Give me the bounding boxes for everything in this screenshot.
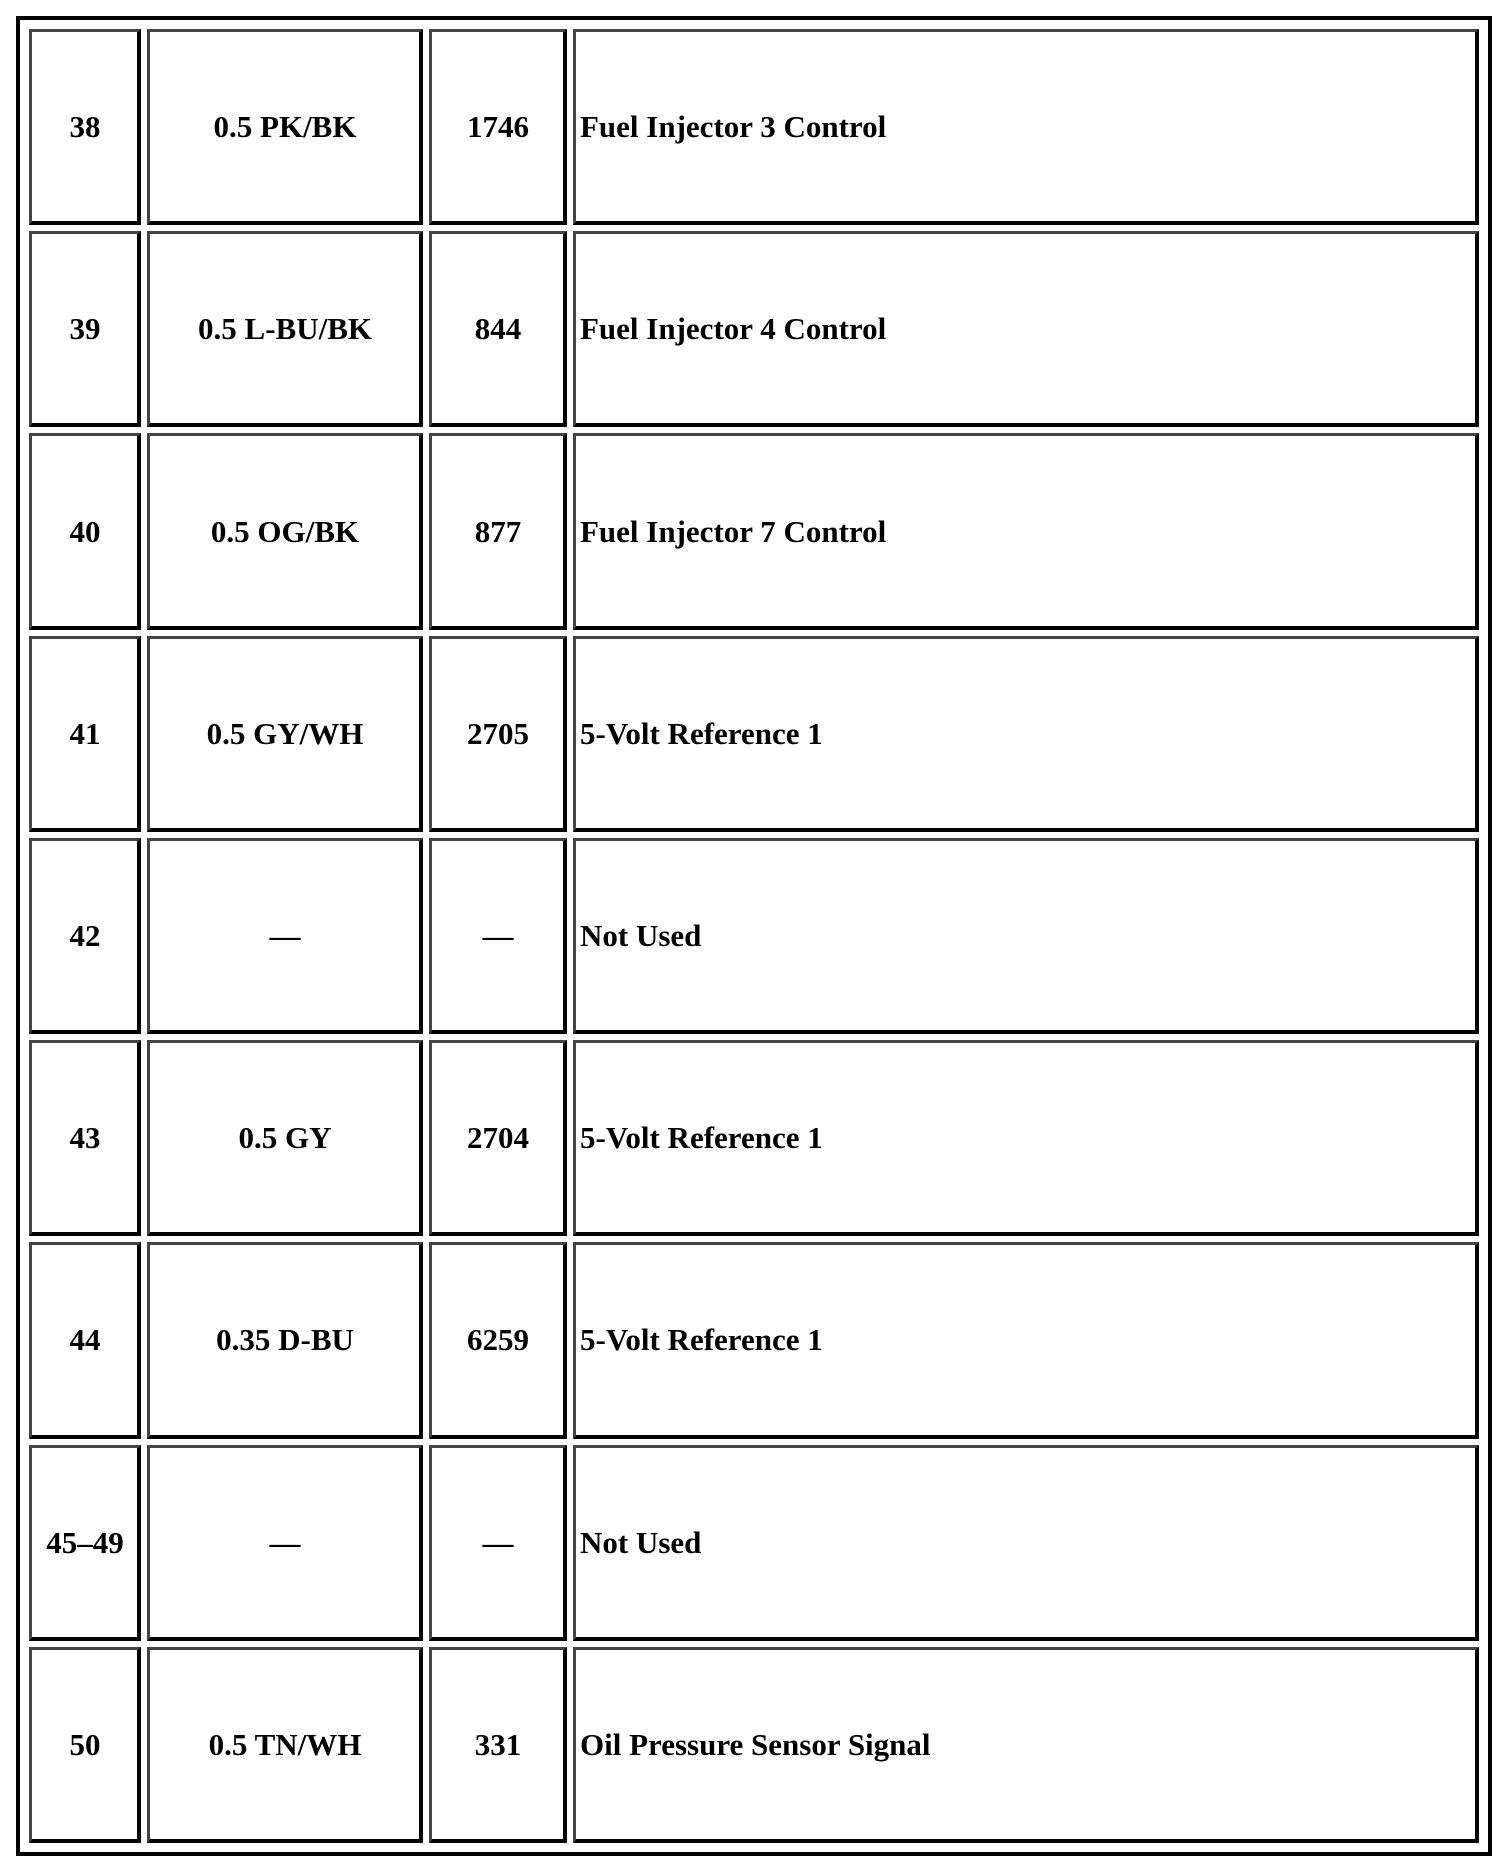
table-row bbox=[29, 636, 1479, 832]
pin-cell: 41 bbox=[29, 636, 141, 832]
wire-cell: 0.5 GY/WH bbox=[147, 636, 423, 832]
table-row bbox=[29, 1040, 1479, 1236]
pinout-table bbox=[23, 23, 1485, 1849]
table-row bbox=[29, 433, 1479, 629]
wire-cell: 0.5 PK/BK bbox=[147, 29, 423, 225]
circuit-cell: 2705 bbox=[429, 636, 567, 832]
pinout-table-frame bbox=[16, 16, 1492, 1856]
table-row bbox=[29, 1647, 1479, 1843]
function-cell: Oil Pressure Sensor Signal bbox=[573, 1647, 1479, 1843]
circuit-cell: 844 bbox=[429, 231, 567, 427]
function-cell: 5-Volt Reference 1 bbox=[573, 1242, 1479, 1438]
circuit-cell: 1746 bbox=[429, 29, 567, 225]
pin-cell: 38 bbox=[29, 29, 141, 225]
wire-cell: — bbox=[147, 838, 423, 1034]
function-cell: Not Used bbox=[573, 1445, 1479, 1641]
pin-cell: 43 bbox=[29, 1040, 141, 1236]
circuit-cell: 2704 bbox=[429, 1040, 567, 1236]
function-cell: Fuel Injector 7 Control bbox=[573, 433, 1479, 629]
pin-cell: 39 bbox=[29, 231, 141, 427]
function-cell: 5-Volt Reference 1 bbox=[573, 1040, 1479, 1236]
function-cell: 5-Volt Reference 1 bbox=[573, 636, 1479, 832]
circuit-cell: 331 bbox=[429, 1647, 567, 1843]
pin-cell: 44 bbox=[29, 1242, 141, 1438]
table-row bbox=[29, 231, 1479, 427]
pin-cell: 45–49 bbox=[29, 1445, 141, 1641]
circuit-cell: 6259 bbox=[429, 1242, 567, 1438]
wire-cell: 0.35 D-BU bbox=[147, 1242, 423, 1438]
pin-cell: 42 bbox=[29, 838, 141, 1034]
circuit-cell: — bbox=[429, 838, 567, 1034]
function-cell: Not Used bbox=[573, 838, 1479, 1034]
wire-cell: 0.5 GY bbox=[147, 1040, 423, 1236]
table-row bbox=[29, 1242, 1479, 1438]
table-row bbox=[29, 1445, 1479, 1641]
circuit-cell: — bbox=[429, 1445, 567, 1641]
wire-cell: 0.5 TN/WH bbox=[147, 1647, 423, 1843]
function-cell: Fuel Injector 3 Control bbox=[573, 29, 1479, 225]
wire-cell: — bbox=[147, 1445, 423, 1641]
pin-cell: 40 bbox=[29, 433, 141, 629]
function-cell: Fuel Injector 4 Control bbox=[573, 231, 1479, 427]
table-row bbox=[29, 29, 1479, 225]
wire-cell: 0.5 OG/BK bbox=[147, 433, 423, 629]
pin-cell: 50 bbox=[29, 1647, 141, 1843]
wire-cell: 0.5 L-BU/BK bbox=[147, 231, 423, 427]
table-row bbox=[29, 838, 1479, 1034]
circuit-cell: 877 bbox=[429, 433, 567, 629]
